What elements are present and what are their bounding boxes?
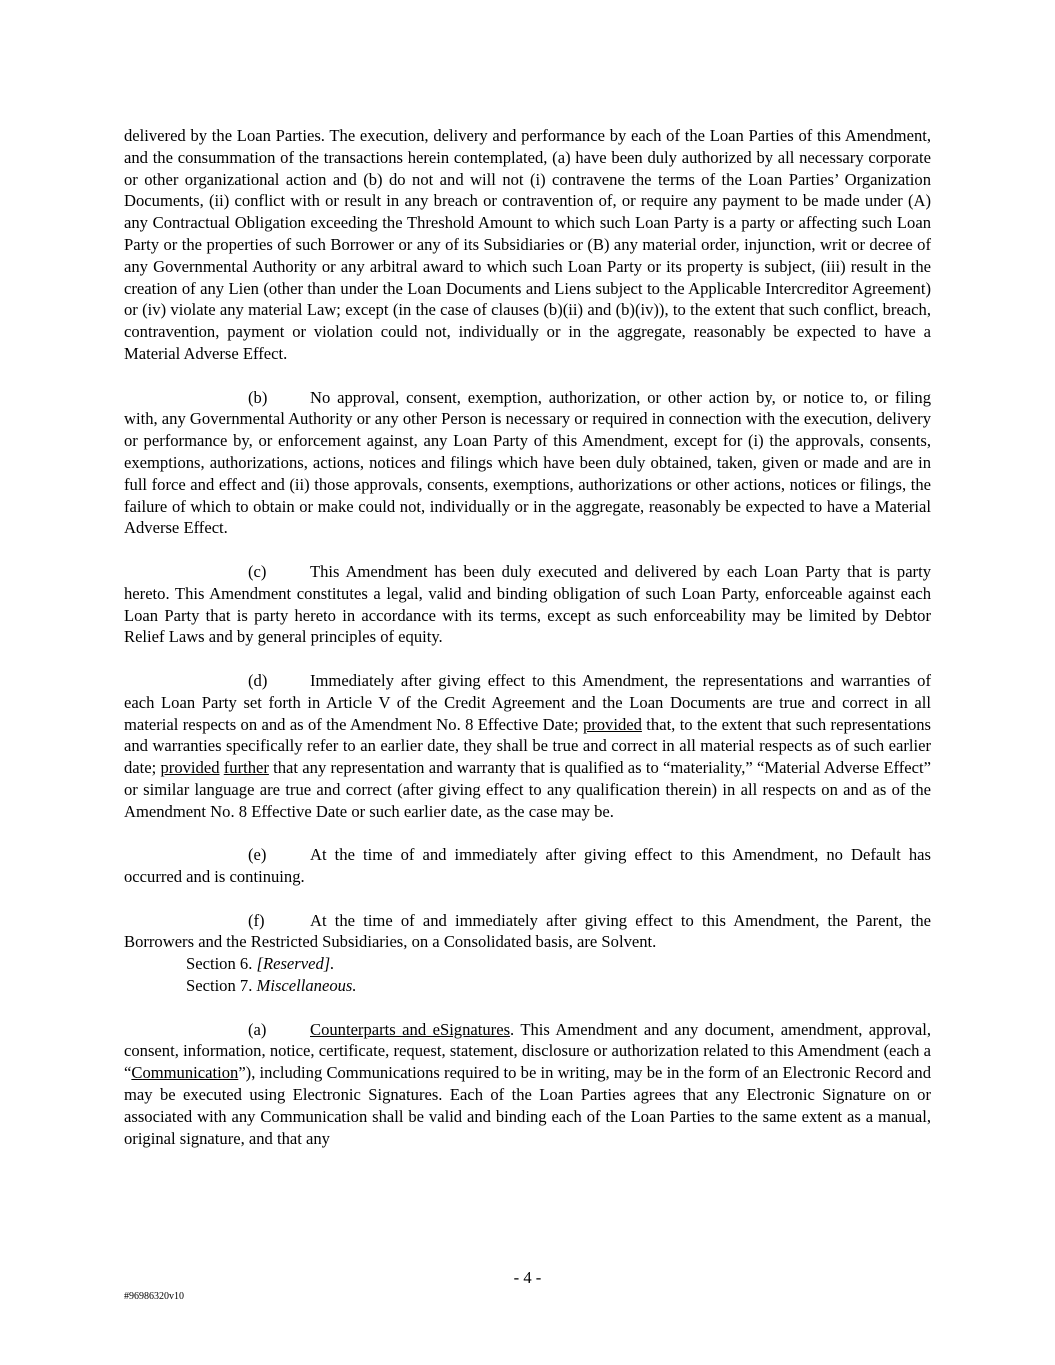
section-7-label: Section 7. bbox=[186, 976, 257, 996]
section-6-heading bbox=[124, 953, 931, 975]
clause-number-f: (f) bbox=[248, 910, 265, 930]
paragraph-f bbox=[124, 910, 931, 954]
section-6-label: Section 6. bbox=[186, 954, 257, 974]
clause-number-b: (b) bbox=[248, 387, 268, 407]
clause-text-7a-1: . This Amendment and any document, amendment, approval, consent, information, notice, certificate, request, statement, disclosure or authorization related to this Amendment (each a “ bbox=[124, 1019, 932, 1083]
section-6-title: [Reserved]. bbox=[256, 954, 335, 974]
clause-text-e: At the time of and immediately after giving effect to this Amendment, no Default has occurred and is continuing. bbox=[124, 845, 931, 887]
further-term: further bbox=[223, 758, 269, 778]
clause-text-f: At the time of and immediately after giving effect to this Amendment, the Parent, the Borrowers and the Restricted Subsidiaries, on a Consolidated basis, are Solvent. bbox=[124, 910, 931, 952]
clause-number-7a: (a) bbox=[248, 1019, 267, 1039]
provided-term-1: provided bbox=[582, 714, 642, 734]
paragraph-intro: delivered by the Loan Parties. The execution, delivery and performance by each of the Loan Parties of this Amendment, and the consummation of the transactions herein contemplated, (a) have been duly authorized by all necessary corporate or other organizational action and (b) do not and will not (i) contravene the terms of the Loan Parties’ Organization Documents, (ii) conflict with or result in any breach or contravention of, or require any payment to be made under (A) any Contractual Obligation exceeding the Threshold Amount to which such Loan Party is a party or affecting such Loan Party or the properties of such Borrower or any of its Subsidiaries or (B) any material order, injunction, writ or decree of any Governmental Authority or any arbitral award to which such Loan Party or its property is subject, (iii) result in the creation of any Lien (other than under the Loan Documents and Liens subject to the Applicable Intercreditor Agreement) or (iv) violate any material Law; except (in the case of clauses (b)(ii) and (b)(iv)), to the extent that such conflict, breach, contravention, payment or violation could not, individually or in the aggregate, reasonably be expected to have a Material Adverse Effect. bbox=[124, 126, 931, 363]
paragraph-e bbox=[124, 844, 931, 888]
clause-number-e: (e) bbox=[248, 845, 267, 865]
clause-text-d-2: that, to the extent that such representations and warranties specifically refer to an earlier date, they shall be true and correct in all material respects as of such earlier date; bbox=[124, 714, 931, 778]
page-number: - 4 - bbox=[513, 1268, 542, 1287]
clause-number-c: (c) bbox=[248, 561, 267, 581]
section-7-heading bbox=[124, 975, 931, 997]
clause-text-7a-2: ”), including Communications required to be in writing, may be in the form of an Electronic Record and may be executed using Electronic Signatures. Each of the Loan Parties agrees that any Electronic Signature on or associated with any Communication shall be valid and binding each of the Loan Parties to the same extent as a manual, original signature, and that any bbox=[124, 1063, 931, 1148]
document-page bbox=[124, 125, 931, 1149]
counterparts-heading: Counterparts and eSignatures bbox=[310, 1019, 511, 1039]
document-id: #96986320v10 bbox=[124, 1291, 184, 1302]
clause-text-b: No approval, consent, exemption, authorization, or other action by, or notice to, or filing with, any Governmental Authority or any other Person is necessary or required in connection with the execution, delivery or performance by, or enforcement against, any Loan Party of this Amendment, except for (i) the approvals, consents, exemptions, authorizations, actions, notices and filings which have been duly obtained, taken, given or made and are in full force and effect and (ii) those approvals, consents, exemptions, authorizations or other actions, notices or filings, the failure of which to obtain or make could not, individually or in the aggregate, reasonably be expected to have a Material Adverse Effect. bbox=[124, 387, 931, 538]
communication-term: Communication bbox=[131, 1063, 239, 1083]
clause-text-d-3: that any representation and warranty that is qualified as to “materiality,” “Material Adverse Effect” or similar language are true and correct (after giving effect to any qualification therein) in all respects on and as of the Amendment No. 8 Effective Date or such earlier date, as the case may be. bbox=[124, 758, 931, 821]
section-7-title: Miscellaneous. bbox=[256, 976, 357, 996]
paragraph-c bbox=[124, 561, 931, 648]
paragraph-7a bbox=[124, 1019, 931, 1150]
paragraph-b bbox=[124, 387, 931, 540]
clause-text-c: This Amendment has been duly executed and delivered by each Loan Party that is party hereto. This Amendment constitutes a legal, valid and binding obligation of such Loan Party, enforceable against each Loan Party that is party hereto in accordance with its terms, except as such enforceability may be limited by Debtor Relief Laws and by general principles of equity. bbox=[124, 561, 931, 647]
provided-term-2: provided bbox=[160, 758, 220, 778]
clause-text-d-1: Immediately after giving effect to this Amendment, the representations and warranties of each Loan Party set forth in Article V of the Credit Agreement and the Loan Documents are true and correct in all material respects on and as of the Amendment No. 8 Effective Date; bbox=[124, 670, 931, 734]
paragraph-d bbox=[124, 670, 931, 823]
clause-number-d: (d) bbox=[248, 670, 268, 690]
